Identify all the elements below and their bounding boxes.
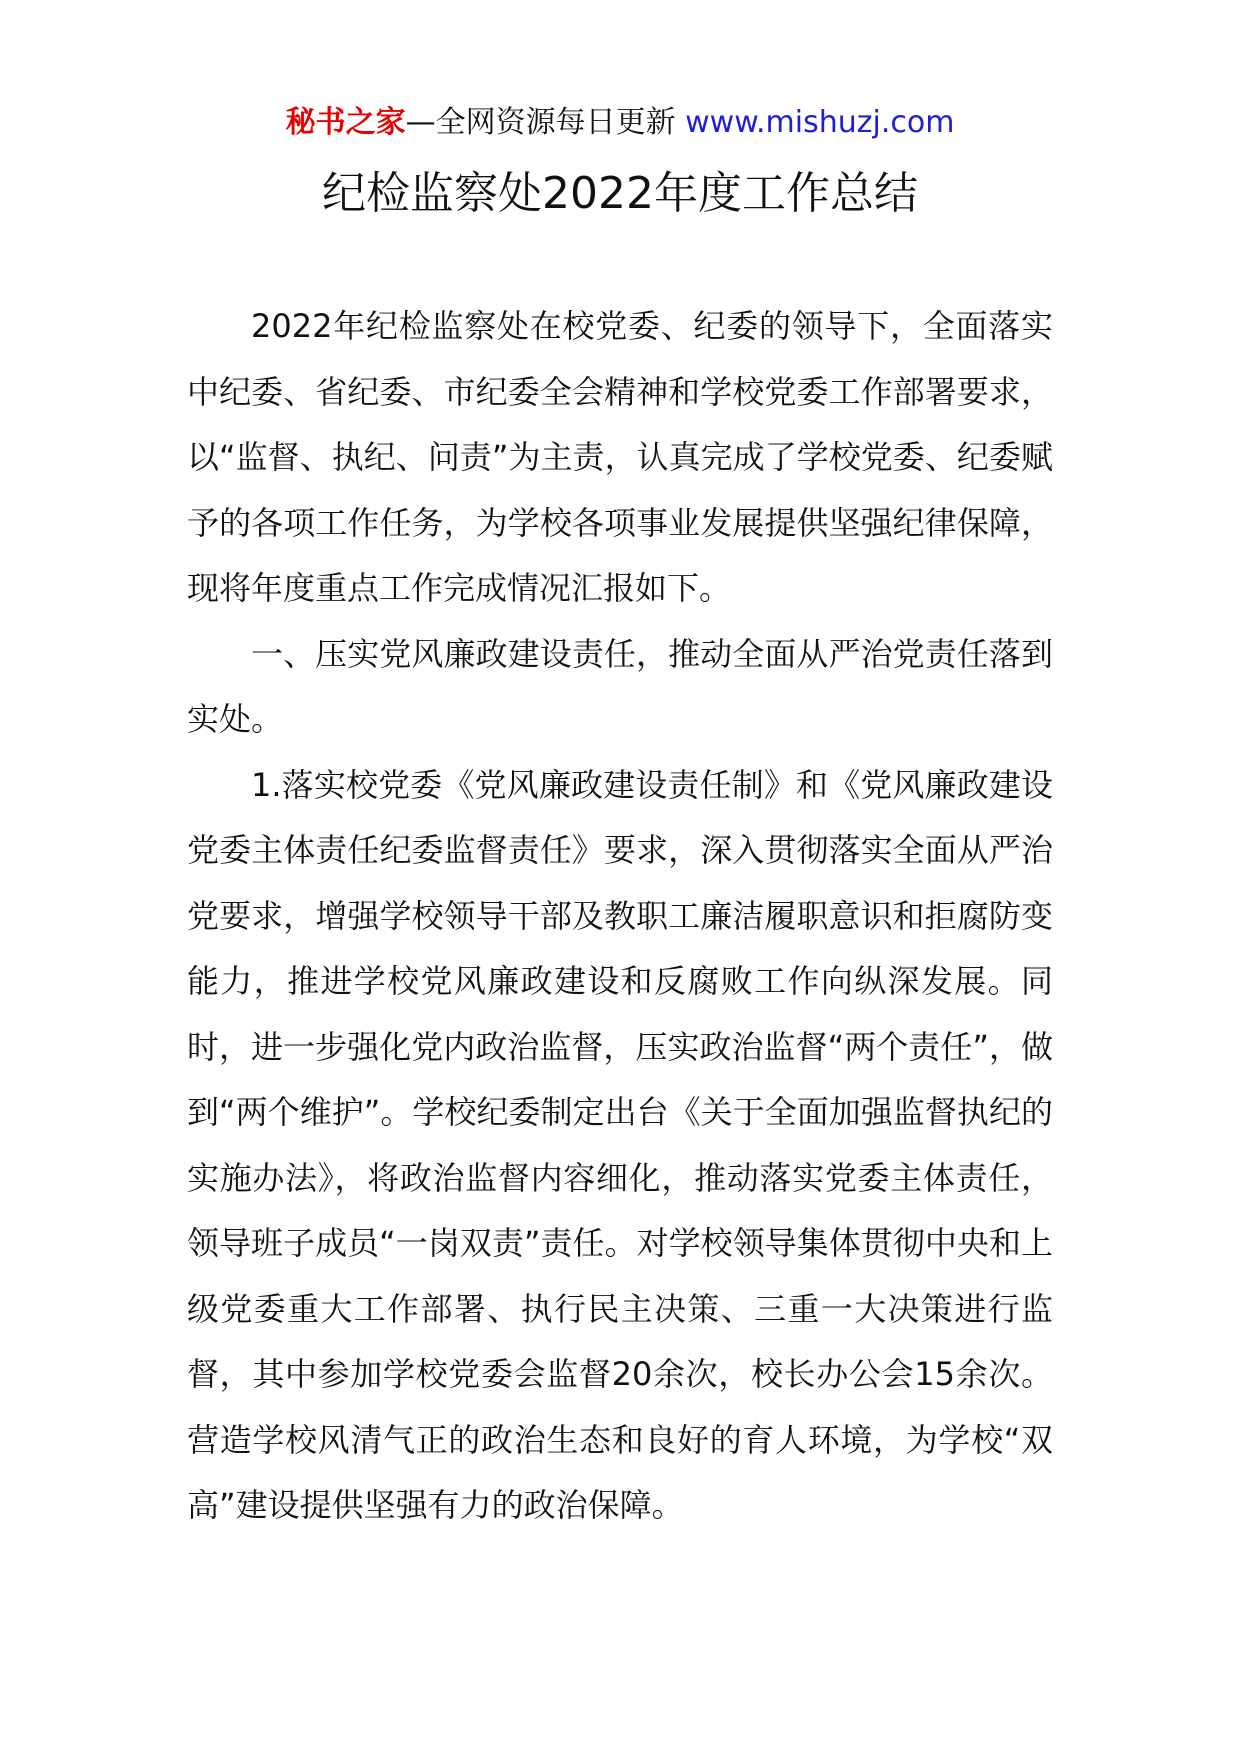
site-url-link[interactable]: www.mishuzj.com xyxy=(685,105,955,140)
document-title: 纪检监察处2022年度工作总结 xyxy=(322,168,918,219)
paragraph-intro: 2022年纪检监察处在校党委、纪委的领导下，全面落实中纪委、省纪委、市纪委全会精神和学校党委工作部署要求，以“监督、执纪、问责”为主责，认真完成了学校党委、纪委赋予的各项工作任务，为学校各项事业发展提供坚强纪律保障，现将年度重点工作完成情况汇报如下。 xyxy=(187,307,1053,607)
paragraph-section-heading: 一、压实党风廉政建设责任，推动全面从严治党责任落到实处。 xyxy=(187,634,1053,738)
document-body xyxy=(187,294,1053,1539)
header-tagline: —全网资源每日更新 xyxy=(405,105,686,140)
site-header xyxy=(0,100,1240,146)
brand-name: 秘书之家 xyxy=(285,105,406,140)
paragraph-item-1: 1.落实校党委《党风廉政建设责任制》和《党风廉政建设党委主体责任纪委监督责任》要求，深入贯彻落实全面从严治党要求，增强学校领导干部及教职工廉洁履职意识和拒腐防变能力，推进学校党风廉政建设和反腐败工作向纵深发展。同时，进一步强化党内政治监督，压实政治监督“两个责任”，做到“两个维护”。学校纪委制定出台《关于全面加强监督执纪的实施办法》，将政治监督内容细化，推动落实党委主体责任，领导班子成员“一岗双责”责任。对学校领导集体贯彻中央和上级党委重大工作部署、执行民主决策、三重一大决策进行监督，其中参加学校党委会监督20余次，校长办公会15余次。营造学校风清气正的政治生态和良好的育人环境，为学校“双高”建设提供坚强有力的政治保障。 xyxy=(187,765,1053,1524)
